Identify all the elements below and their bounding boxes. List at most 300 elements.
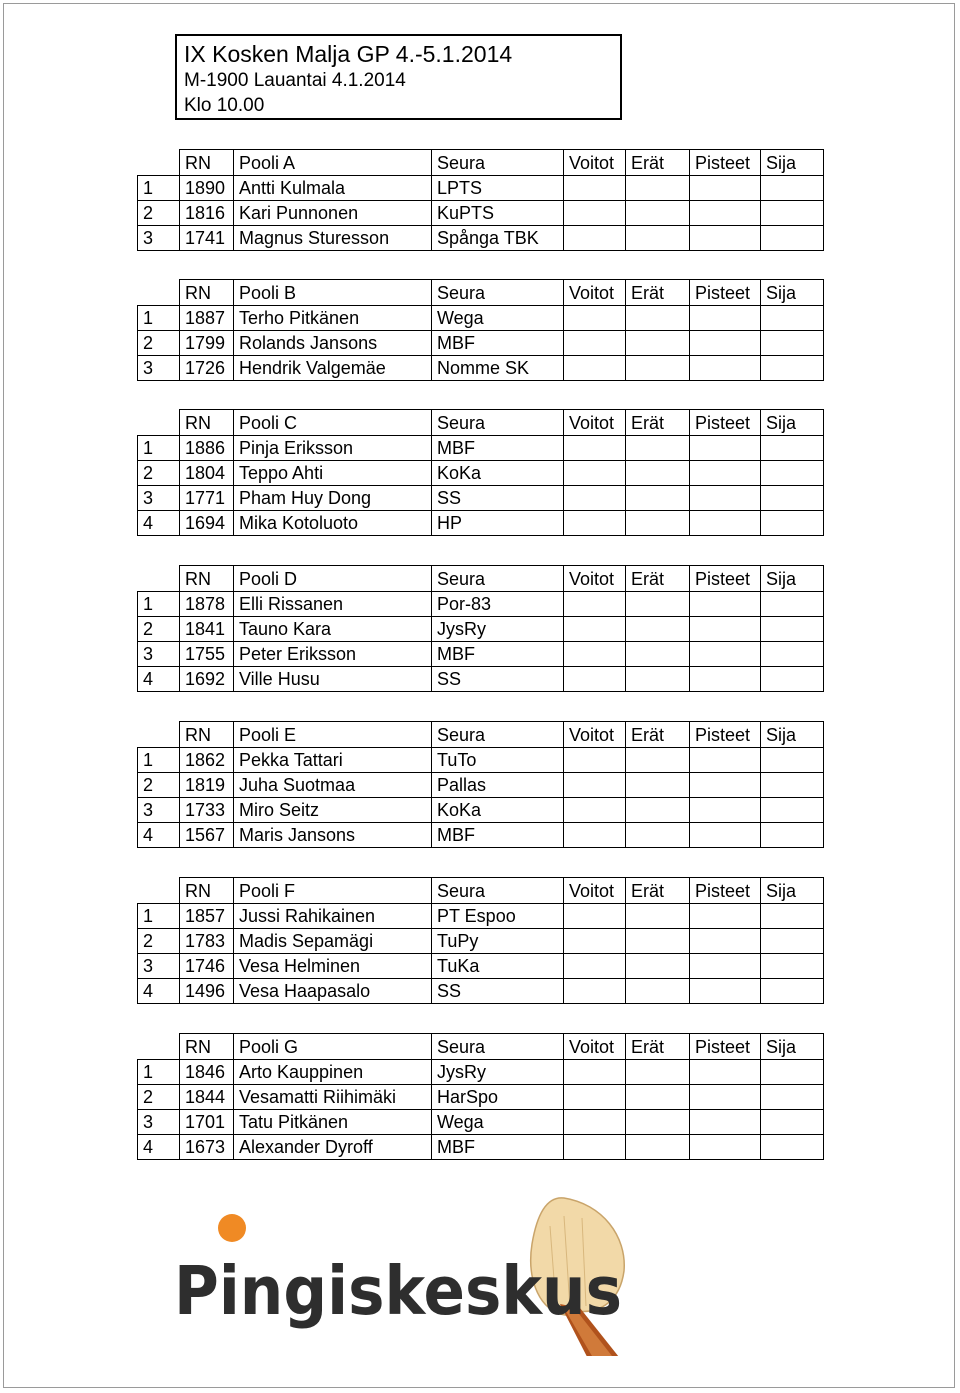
- cell-rank: [761, 1110, 824, 1135]
- header-sets: Erät: [626, 1034, 690, 1060]
- table-header-row: [138, 566, 824, 592]
- cell-number: 4: [138, 823, 180, 848]
- cell-wins: [564, 823, 626, 848]
- cell-rating: 1692: [180, 667, 234, 692]
- cell-player: Jussi Rahikainen: [234, 904, 432, 929]
- cell-points: [690, 667, 761, 692]
- cell-club: JysRy: [432, 617, 564, 642]
- cell-rank: [761, 356, 824, 381]
- cell-player: Madis Sepamägi: [234, 929, 432, 954]
- pool-table: [137, 409, 824, 536]
- cell-rank: [761, 642, 824, 667]
- table-row: [138, 356, 824, 381]
- cell-rank: [761, 226, 824, 251]
- header-wins: Voitot: [564, 878, 626, 904]
- cell-wins: [564, 511, 626, 536]
- cell-wins: [564, 667, 626, 692]
- pool-table: [137, 149, 824, 251]
- header-wins: Voitot: [564, 410, 626, 436]
- cell-rating: 1886: [180, 436, 234, 461]
- cell-rank: [761, 331, 824, 356]
- table-row: [138, 823, 824, 848]
- pool-name: Pooli D: [234, 566, 432, 592]
- cell-sets: [626, 954, 690, 979]
- cell-sets: [626, 979, 690, 1004]
- cell-number: 2: [138, 617, 180, 642]
- cell-rating: 1819: [180, 773, 234, 798]
- cell-wins: [564, 642, 626, 667]
- header-points: Pisteet: [690, 1034, 761, 1060]
- table-header-row: [138, 280, 824, 306]
- table-header-row: [138, 410, 824, 436]
- cell-rating: 1755: [180, 642, 234, 667]
- header-club: Seura: [432, 1034, 564, 1060]
- document-subtitle: M-1900 Lauantai 4.1.2014: [184, 70, 406, 91]
- cell-sets: [626, 461, 690, 486]
- table-header-row: [138, 878, 824, 904]
- cell-rank: [761, 306, 824, 331]
- cell-number: 1: [138, 1060, 180, 1085]
- header-points: Pisteet: [690, 280, 761, 306]
- cell-club: SS: [432, 667, 564, 692]
- cell-number: 2: [138, 1085, 180, 1110]
- header-blank: [138, 410, 180, 436]
- header-points: Pisteet: [690, 878, 761, 904]
- cell-rank: [761, 748, 824, 773]
- cell-points: [690, 929, 761, 954]
- cell-rating: 1746: [180, 954, 234, 979]
- header-wins: Voitot: [564, 280, 626, 306]
- cell-player: Tauno Kara: [234, 617, 432, 642]
- cell-club: Nomme SK: [432, 356, 564, 381]
- table-row: [138, 511, 824, 536]
- cell-rating: 1741: [180, 226, 234, 251]
- cell-number: 3: [138, 642, 180, 667]
- cell-rank: [761, 1135, 824, 1160]
- header-wins: Voitot: [564, 566, 626, 592]
- cell-club: MBF: [432, 1135, 564, 1160]
- cell-player: Tatu Pitkänen: [234, 1110, 432, 1135]
- header-sets: Erät: [626, 878, 690, 904]
- cell-rating: 1862: [180, 748, 234, 773]
- cell-wins: [564, 1135, 626, 1160]
- cell-points: [690, 1085, 761, 1110]
- table-row: [138, 1085, 824, 1110]
- cell-club: Wega: [432, 306, 564, 331]
- header-points: Pisteet: [690, 566, 761, 592]
- cell-wins: [564, 979, 626, 1004]
- cell-wins: [564, 904, 626, 929]
- cell-wins: [564, 461, 626, 486]
- cell-rank: [761, 592, 824, 617]
- document-title: IX Kosken Malja GP 4.-5.1.2014: [184, 41, 513, 67]
- cell-rank: [761, 929, 824, 954]
- cell-number: 3: [138, 954, 180, 979]
- cell-rating: 1496: [180, 979, 234, 1004]
- cell-rating: 1878: [180, 592, 234, 617]
- cell-sets: [626, 1060, 690, 1085]
- pool-name: Pooli F: [234, 878, 432, 904]
- header-rn: RN: [180, 410, 234, 436]
- logo-text: Pingiskeskus: [174, 1252, 622, 1330]
- header-wins: Voitot: [564, 150, 626, 176]
- pool-table: [137, 877, 824, 1004]
- header-rank: Sija: [761, 566, 824, 592]
- table-row: [138, 979, 824, 1004]
- cell-wins: [564, 201, 626, 226]
- header-points: Pisteet: [690, 722, 761, 748]
- table-row: [138, 954, 824, 979]
- cell-club: HarSpo: [432, 1085, 564, 1110]
- cell-number: 3: [138, 798, 180, 823]
- cell-player: Antti Kulmala: [234, 176, 432, 201]
- cell-wins: [564, 331, 626, 356]
- table-header-row: [138, 722, 824, 748]
- cell-wins: [564, 1110, 626, 1135]
- header-sets: Erät: [626, 410, 690, 436]
- cell-points: [690, 1110, 761, 1135]
- cell-number: 3: [138, 226, 180, 251]
- cell-wins: [564, 748, 626, 773]
- cell-player: Pekka Tattari: [234, 748, 432, 773]
- header-club: Seura: [432, 280, 564, 306]
- header-sets: Erät: [626, 566, 690, 592]
- header-rn: RN: [180, 150, 234, 176]
- cell-sets: [626, 1135, 690, 1160]
- cell-number: 4: [138, 667, 180, 692]
- table-row: [138, 798, 824, 823]
- cell-player: Hendrik Valgemäe: [234, 356, 432, 381]
- cell-points: [690, 1060, 761, 1085]
- cell-wins: [564, 356, 626, 381]
- cell-rating: 1733: [180, 798, 234, 823]
- table-row: [138, 1060, 824, 1085]
- header-blank: [138, 150, 180, 176]
- cell-rating: 1799: [180, 331, 234, 356]
- header-club: Seura: [432, 410, 564, 436]
- cell-player: Teppo Ahti: [234, 461, 432, 486]
- header-club: Seura: [432, 878, 564, 904]
- cell-player: Terho Pitkänen: [234, 306, 432, 331]
- cell-rank: [761, 979, 824, 1004]
- cell-rank: [761, 773, 824, 798]
- header-rank: Sija: [761, 150, 824, 176]
- table-row: [138, 929, 824, 954]
- cell-sets: [626, 823, 690, 848]
- table-row: [138, 176, 824, 201]
- cell-player: Maris Jansons: [234, 823, 432, 848]
- cell-number: 4: [138, 979, 180, 1004]
- cell-club: TuPy: [432, 929, 564, 954]
- table-row: [138, 201, 824, 226]
- cell-wins: [564, 436, 626, 461]
- table-row: [138, 1110, 824, 1135]
- cell-rank: [761, 954, 824, 979]
- cell-sets: [626, 306, 690, 331]
- cell-club: MBF: [432, 642, 564, 667]
- cell-player: Ville Husu: [234, 667, 432, 692]
- cell-sets: [626, 511, 690, 536]
- table-row: [138, 748, 824, 773]
- header-blank: [138, 566, 180, 592]
- cell-club: Spånga TBK: [432, 226, 564, 251]
- cell-number: 1: [138, 592, 180, 617]
- cell-club: Wega: [432, 1110, 564, 1135]
- cell-points: [690, 748, 761, 773]
- cell-player: Vesamatti Riihimäki: [234, 1085, 432, 1110]
- cell-rating: 1726: [180, 356, 234, 381]
- cell-rating: 1844: [180, 1085, 234, 1110]
- cell-player: Rolands Jansons: [234, 331, 432, 356]
- cell-number: 4: [138, 511, 180, 536]
- cell-number: 4: [138, 1135, 180, 1160]
- cell-rating: 1701: [180, 1110, 234, 1135]
- cell-points: [690, 356, 761, 381]
- cell-player: Pham Huy Dong: [234, 486, 432, 511]
- cell-club: JysRy: [432, 1060, 564, 1085]
- cell-player: Kari Punnonen: [234, 201, 432, 226]
- cell-wins: [564, 1085, 626, 1110]
- cell-number: 1: [138, 176, 180, 201]
- cell-club: MBF: [432, 436, 564, 461]
- cell-number: 2: [138, 201, 180, 226]
- cell-points: [690, 823, 761, 848]
- header-wins: Voitot: [564, 722, 626, 748]
- cell-number: 2: [138, 461, 180, 486]
- pingiskeskus-logo: [172, 1196, 632, 1356]
- header-sets: Erät: [626, 280, 690, 306]
- cell-sets: [626, 226, 690, 251]
- cell-sets: [626, 798, 690, 823]
- table-row: [138, 306, 824, 331]
- cell-player: Pinja Eriksson: [234, 436, 432, 461]
- start-time: Klo 10.00: [184, 95, 265, 116]
- cell-club: TuTo: [432, 748, 564, 773]
- table-row: [138, 773, 824, 798]
- cell-player: Vesa Helminen: [234, 954, 432, 979]
- cell-rank: [761, 176, 824, 201]
- cell-club: TuKa: [432, 954, 564, 979]
- cell-rank: [761, 461, 824, 486]
- pool-name: Pooli C: [234, 410, 432, 436]
- cell-rank: [761, 436, 824, 461]
- cell-wins: [564, 592, 626, 617]
- cell-points: [690, 1135, 761, 1160]
- table-row: [138, 667, 824, 692]
- header-points: Pisteet: [690, 410, 761, 436]
- pool-table: [137, 1033, 824, 1160]
- ball-icon: [218, 1214, 246, 1242]
- pool-name: Pooli A: [234, 150, 432, 176]
- cell-club: KoKa: [432, 461, 564, 486]
- table-row: [138, 592, 824, 617]
- table-row: [138, 617, 824, 642]
- cell-number: 2: [138, 773, 180, 798]
- cell-points: [690, 617, 761, 642]
- cell-sets: [626, 176, 690, 201]
- header-rn: RN: [180, 280, 234, 306]
- header-club: Seura: [432, 722, 564, 748]
- cell-rank: [761, 904, 824, 929]
- cell-rank: [761, 1060, 824, 1085]
- cell-rank: [761, 617, 824, 642]
- header-sets: Erät: [626, 722, 690, 748]
- cell-rating: 1694: [180, 511, 234, 536]
- cell-points: [690, 436, 761, 461]
- cell-sets: [626, 617, 690, 642]
- cell-rating: 1673: [180, 1135, 234, 1160]
- cell-points: [690, 306, 761, 331]
- header-blank: [138, 1034, 180, 1060]
- table-row: [138, 642, 824, 667]
- pool-name: Pooli E: [234, 722, 432, 748]
- header-blank: [138, 280, 180, 306]
- cell-club: Por-83: [432, 592, 564, 617]
- header-wins: Voitot: [564, 1034, 626, 1060]
- cell-wins: [564, 486, 626, 511]
- cell-number: 1: [138, 748, 180, 773]
- cell-player: Juha Suotmaa: [234, 773, 432, 798]
- header-blank: [138, 878, 180, 904]
- cell-rating: 1816: [180, 201, 234, 226]
- cell-club: SS: [432, 979, 564, 1004]
- cell-rating: 1771: [180, 486, 234, 511]
- cell-number: 3: [138, 1110, 180, 1135]
- cell-wins: [564, 1060, 626, 1085]
- cell-points: [690, 592, 761, 617]
- cell-sets: [626, 356, 690, 381]
- cell-points: [690, 954, 761, 979]
- table-row: [138, 904, 824, 929]
- table-row: [138, 436, 824, 461]
- cell-number: 1: [138, 904, 180, 929]
- pool-name: Pooli G: [234, 1034, 432, 1060]
- table-row: [138, 461, 824, 486]
- cell-sets: [626, 486, 690, 511]
- cell-number: 3: [138, 356, 180, 381]
- header-blank: [138, 722, 180, 748]
- cell-player: Miro Seitz: [234, 798, 432, 823]
- table-row: [138, 1135, 824, 1160]
- cell-club: SS: [432, 486, 564, 511]
- cell-points: [690, 979, 761, 1004]
- cell-points: [690, 798, 761, 823]
- cell-number: 2: [138, 929, 180, 954]
- cell-club: LPTS: [432, 176, 564, 201]
- cell-sets: [626, 929, 690, 954]
- header-rn: RN: [180, 566, 234, 592]
- header-rn: RN: [180, 1034, 234, 1060]
- cell-sets: [626, 1085, 690, 1110]
- cell-rank: [761, 511, 824, 536]
- cell-wins: [564, 954, 626, 979]
- cell-rating: 1841: [180, 617, 234, 642]
- pool-table: [137, 279, 824, 381]
- cell-rank: [761, 798, 824, 823]
- cell-sets: [626, 436, 690, 461]
- cell-player: Peter Eriksson: [234, 642, 432, 667]
- header-rn: RN: [180, 722, 234, 748]
- header-club: Seura: [432, 150, 564, 176]
- pool-table: [137, 721, 824, 848]
- table-row: [138, 486, 824, 511]
- pool-table: [137, 565, 824, 692]
- cell-rating: 1857: [180, 904, 234, 929]
- cell-rating: 1887: [180, 306, 234, 331]
- cell-rank: [761, 823, 824, 848]
- cell-rating: 1783: [180, 929, 234, 954]
- table-row: [138, 331, 824, 356]
- cell-number: 1: [138, 436, 180, 461]
- cell-sets: [626, 331, 690, 356]
- cell-sets: [626, 1110, 690, 1135]
- header-rank: Sija: [761, 722, 824, 748]
- cell-sets: [626, 201, 690, 226]
- cell-wins: [564, 929, 626, 954]
- cell-points: [690, 461, 761, 486]
- header-rank: Sija: [761, 280, 824, 306]
- cell-rating: 1804: [180, 461, 234, 486]
- cell-points: [690, 511, 761, 536]
- table-header-row: [138, 1034, 824, 1060]
- cell-player: Arto Kauppinen: [234, 1060, 432, 1085]
- cell-club: MBF: [432, 331, 564, 356]
- cell-club: MBF: [432, 823, 564, 848]
- table-header-row: [138, 150, 824, 176]
- cell-number: 1: [138, 306, 180, 331]
- header-rank: Sija: [761, 410, 824, 436]
- cell-player: Magnus Sturesson: [234, 226, 432, 251]
- cell-rating: 1567: [180, 823, 234, 848]
- cell-rating: 1890: [180, 176, 234, 201]
- header-rank: Sija: [761, 878, 824, 904]
- header-rank: Sija: [761, 1034, 824, 1060]
- cell-player: Alexander Dyroff: [234, 1135, 432, 1160]
- cell-wins: [564, 176, 626, 201]
- cell-wins: [564, 617, 626, 642]
- cell-sets: [626, 904, 690, 929]
- cell-number: 2: [138, 331, 180, 356]
- cell-club: Pallas: [432, 773, 564, 798]
- cell-player: Mika Kotoluoto: [234, 511, 432, 536]
- table-row: [138, 226, 824, 251]
- cell-sets: [626, 642, 690, 667]
- cell-points: [690, 486, 761, 511]
- cell-rank: [761, 1085, 824, 1110]
- cell-wins: [564, 226, 626, 251]
- cell-wins: [564, 306, 626, 331]
- cell-sets: [626, 773, 690, 798]
- cell-points: [690, 176, 761, 201]
- cell-player: Elli Rissanen: [234, 592, 432, 617]
- cell-rating: 1846: [180, 1060, 234, 1085]
- header-points: Pisteet: [690, 150, 761, 176]
- cell-rank: [761, 201, 824, 226]
- cell-rank: [761, 667, 824, 692]
- cell-points: [690, 642, 761, 667]
- cell-points: [690, 773, 761, 798]
- cell-points: [690, 226, 761, 251]
- cell-points: [690, 904, 761, 929]
- cell-points: [690, 331, 761, 356]
- cell-player: Vesa Haapasalo: [234, 979, 432, 1004]
- cell-club: KuPTS: [432, 201, 564, 226]
- cell-sets: [626, 748, 690, 773]
- cell-club: HP: [432, 511, 564, 536]
- header-club: Seura: [432, 566, 564, 592]
- cell-sets: [626, 667, 690, 692]
- title-box: [175, 34, 622, 120]
